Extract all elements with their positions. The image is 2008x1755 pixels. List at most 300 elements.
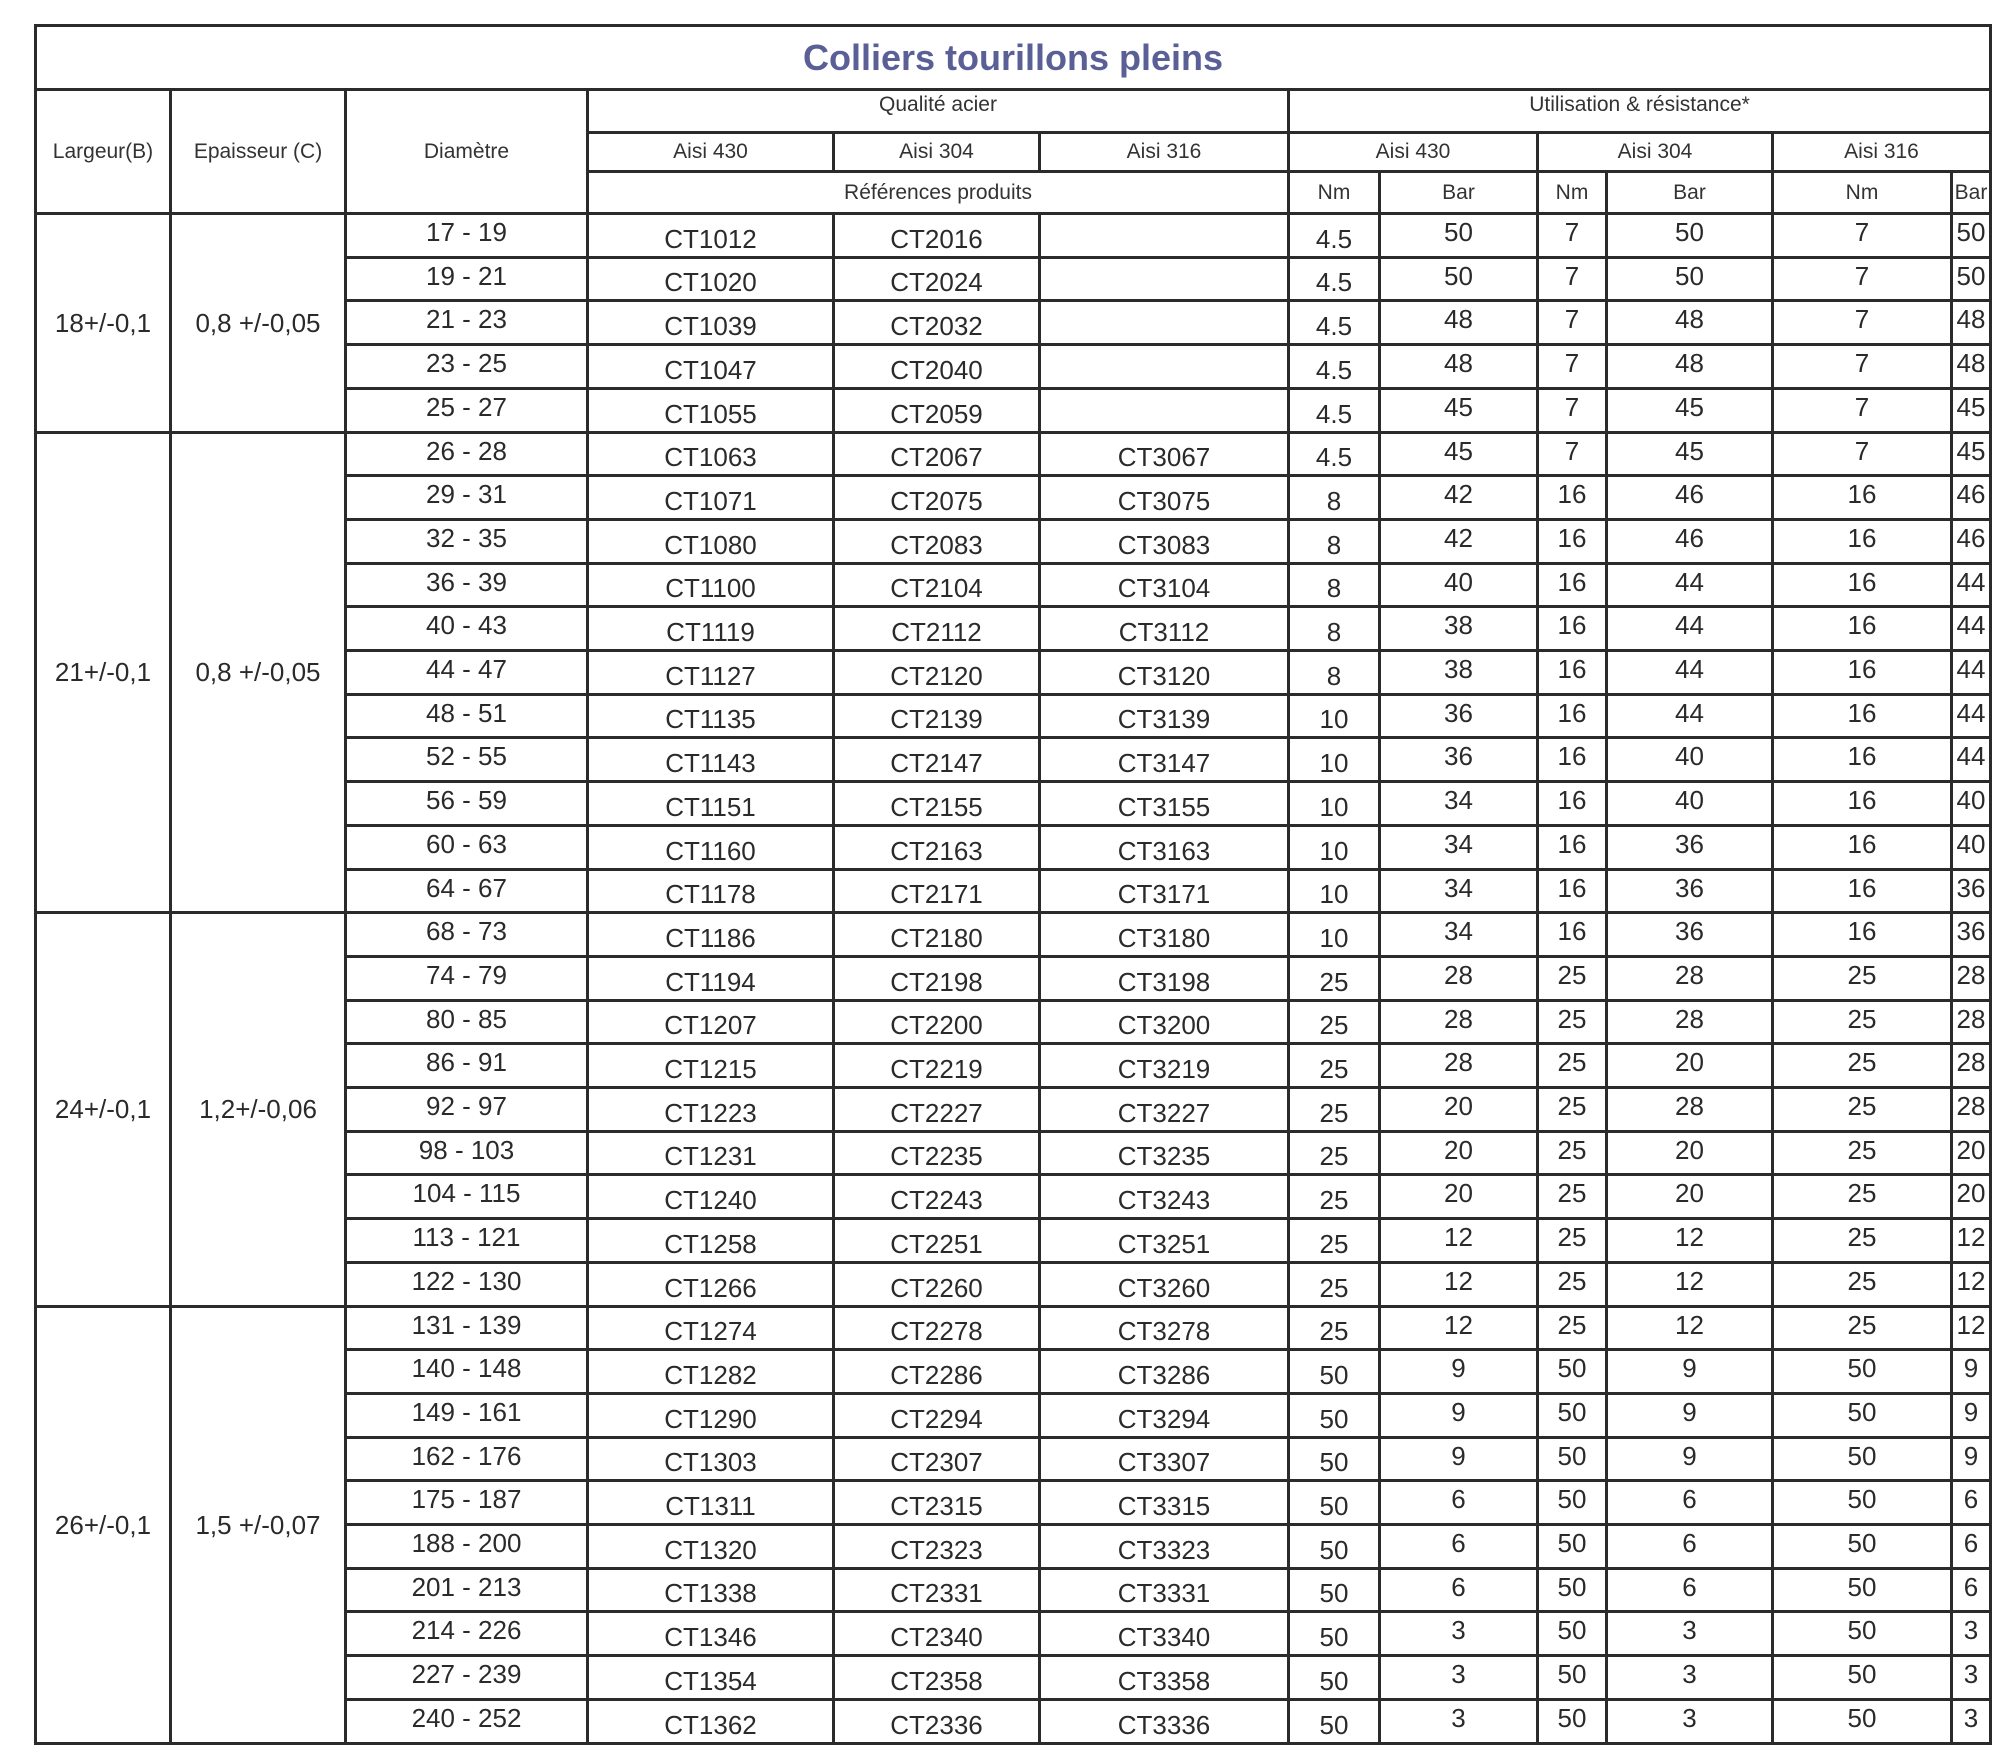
nm-316-cell: 25 [1771, 1261, 1953, 1308]
bar-430-cell: 3 [1378, 1654, 1539, 1701]
ref-aisi-430-cell: CT1266 [586, 1261, 835, 1308]
ref-aisi-430-cell: CT1100 [586, 562, 835, 608]
bar-304-cell: 28 [1605, 955, 1774, 1002]
ref-aisi-316-cell: CT3198 [1038, 955, 1290, 1002]
header-grade-aisi-304: Aisi 304 [832, 131, 1041, 173]
ref-aisi-304-cell: CT2331 [832, 1567, 1041, 1613]
nm-430-cell: 4.5 [1287, 212, 1381, 259]
ref-aisi-430-cell: CT1346 [586, 1610, 835, 1657]
ref-aisi-316-cell: CT3243 [1038, 1173, 1290, 1220]
nm-316-cell: 16 [1771, 736, 1953, 783]
nm-430-cell: 25 [1287, 1217, 1381, 1264]
nm-304-cell: 25 [1536, 999, 1608, 1045]
ref-aisi-316-cell [1038, 343, 1290, 390]
diametre-cell: 98 - 103 [344, 1130, 589, 1176]
diametre-cell: 56 - 59 [344, 780, 589, 827]
group-epaisseur: 1,5 +/-0,07 [169, 1305, 347, 1745]
ref-aisi-430-cell: CT1127 [586, 649, 835, 696]
bar-304-cell: 3 [1605, 1698, 1774, 1745]
bar-304-cell: 48 [1605, 299, 1774, 346]
ref-aisi-304-cell: CT2147 [832, 736, 1041, 783]
nm-304-cell: 25 [1536, 1305, 1608, 1351]
ref-aisi-430-cell: CT1039 [586, 299, 835, 346]
nm-316-cell: 50 [1771, 1523, 1953, 1570]
ref-aisi-316-cell: CT3139 [1038, 693, 1290, 739]
header-grade-aisi-316: Aisi 316 [1038, 131, 1290, 173]
bar-316-cell: 28 [1950, 955, 1992, 1002]
bar-316-cell: 12 [1950, 1305, 1992, 1351]
bar-316-cell: 46 [1950, 518, 1992, 565]
ref-aisi-316-cell [1038, 299, 1290, 346]
nm-430-cell: 4.5 [1287, 299, 1381, 346]
nm-316-cell: 50 [1771, 1567, 1953, 1613]
diametre-cell: 131 - 139 [344, 1305, 589, 1351]
ref-aisi-316-cell: CT3200 [1038, 999, 1290, 1045]
bar-304-cell: 28 [1605, 999, 1774, 1045]
nm-430-cell: 4.5 [1287, 387, 1381, 434]
ref-aisi-304-cell: CT2139 [832, 693, 1041, 739]
ref-aisi-304-cell: CT2016 [832, 212, 1041, 259]
nm-304-cell: 16 [1536, 518, 1608, 565]
ref-aisi-430-cell: CT1290 [586, 1392, 835, 1439]
nm-304-cell: 25 [1536, 1086, 1608, 1133]
bar-316-cell: 44 [1950, 693, 1992, 739]
diametre-cell: 214 - 226 [344, 1610, 589, 1657]
ref-aisi-316-cell: CT3163 [1038, 824, 1290, 871]
nm-304-cell: 16 [1536, 824, 1608, 871]
diametre-cell: 149 - 161 [344, 1392, 589, 1439]
diametre-cell: 19 - 21 [344, 256, 589, 302]
ref-aisi-304-cell: CT2278 [832, 1305, 1041, 1351]
ref-aisi-304-cell: CT2032 [832, 299, 1041, 346]
nm-430-cell: 8 [1287, 562, 1381, 608]
nm-316-cell: 16 [1771, 649, 1953, 696]
ref-aisi-316-cell: CT3147 [1038, 736, 1290, 783]
bar-316-cell: 3 [1950, 1610, 1992, 1657]
diametre-cell: 36 - 39 [344, 562, 589, 608]
nm-316-cell: 50 [1771, 1479, 1953, 1526]
header-bar-430: Bar [1378, 170, 1539, 215]
nm-304-cell: 7 [1536, 212, 1608, 259]
header-util-aisi-316: Aisi 316 [1771, 131, 1992, 173]
ref-aisi-304-cell: CT2358 [832, 1654, 1041, 1701]
bar-304-cell: 6 [1605, 1479, 1774, 1526]
bar-316-cell: 44 [1950, 649, 1992, 696]
ref-aisi-304-cell: CT2286 [832, 1348, 1041, 1395]
bar-316-cell: 6 [1950, 1479, 1992, 1526]
header-largeur: Largeur(B) [34, 88, 172, 215]
nm-316-cell: 25 [1771, 1086, 1953, 1133]
nm-430-cell: 4.5 [1287, 343, 1381, 390]
nm-430-cell: 4.5 [1287, 256, 1381, 302]
diametre-cell: 32 - 35 [344, 518, 589, 565]
diametre-cell: 17 - 19 [344, 212, 589, 259]
nm-316-cell: 25 [1771, 1042, 1953, 1089]
bar-304-cell: 44 [1605, 649, 1774, 696]
nm-430-cell: 50 [1287, 1479, 1381, 1526]
bar-304-cell: 36 [1605, 911, 1774, 958]
ref-aisi-304-cell: CT2075 [832, 474, 1041, 521]
nm-304-cell: 16 [1536, 474, 1608, 521]
bar-304-cell: 12 [1605, 1217, 1774, 1264]
bar-316-cell: 9 [1950, 1436, 1992, 1482]
nm-430-cell: 50 [1287, 1567, 1381, 1613]
bar-304-cell: 9 [1605, 1436, 1774, 1482]
bar-430-cell: 9 [1378, 1436, 1539, 1482]
nm-430-cell: 25 [1287, 955, 1381, 1002]
bar-430-cell: 34 [1378, 911, 1539, 958]
ref-aisi-430-cell: CT1223 [586, 1086, 835, 1133]
nm-430-cell: 25 [1287, 1130, 1381, 1176]
nm-430-cell: 25 [1287, 1261, 1381, 1308]
ref-aisi-316-cell: CT3307 [1038, 1436, 1290, 1482]
diametre-cell: 60 - 63 [344, 824, 589, 871]
nm-430-cell: 50 [1287, 1698, 1381, 1745]
bar-316-cell: 36 [1950, 911, 1992, 958]
bar-430-cell: 6 [1378, 1523, 1539, 1570]
nm-316-cell: 16 [1771, 693, 1953, 739]
bar-316-cell: 46 [1950, 474, 1992, 521]
nm-316-cell: 16 [1771, 474, 1953, 521]
nm-304-cell: 25 [1536, 1173, 1608, 1220]
nm-304-cell: 7 [1536, 256, 1608, 302]
ref-aisi-316-cell: CT3358 [1038, 1654, 1290, 1701]
bar-430-cell: 36 [1378, 693, 1539, 739]
ref-aisi-304-cell: CT2315 [832, 1479, 1041, 1526]
diametre-cell: 227 - 239 [344, 1654, 589, 1701]
bar-430-cell: 45 [1378, 431, 1539, 477]
ref-aisi-304-cell: CT2340 [832, 1610, 1041, 1657]
bar-430-cell: 34 [1378, 868, 1539, 914]
nm-304-cell: 50 [1536, 1523, 1608, 1570]
nm-430-cell: 50 [1287, 1348, 1381, 1395]
bar-430-cell: 28 [1378, 955, 1539, 1002]
bar-430-cell: 6 [1378, 1479, 1539, 1526]
nm-304-cell: 16 [1536, 868, 1608, 914]
diametre-cell: 80 - 85 [344, 999, 589, 1045]
ref-aisi-430-cell: CT1063 [586, 431, 835, 477]
ref-aisi-430-cell: CT1274 [586, 1305, 835, 1351]
ref-aisi-430-cell: CT1119 [586, 605, 835, 652]
nm-316-cell: 50 [1771, 1348, 1953, 1395]
nm-316-cell: 7 [1771, 212, 1953, 259]
diametre-cell: 162 - 176 [344, 1436, 589, 1482]
ref-aisi-316-cell [1038, 256, 1290, 302]
ref-aisi-430-cell: CT1135 [586, 693, 835, 739]
ref-aisi-430-cell: CT1258 [586, 1217, 835, 1264]
ref-aisi-430-cell: CT1020 [586, 256, 835, 302]
bar-430-cell: 40 [1378, 562, 1539, 608]
bar-430-cell: 9 [1378, 1348, 1539, 1395]
ref-aisi-430-cell: CT1143 [586, 736, 835, 783]
group-largeur: 24+/-0,1 [34, 911, 172, 1308]
bar-304-cell: 20 [1605, 1130, 1774, 1176]
nm-430-cell: 8 [1287, 605, 1381, 652]
nm-430-cell: 25 [1287, 1305, 1381, 1351]
nm-430-cell: 25 [1287, 999, 1381, 1045]
nm-430-cell: 8 [1287, 518, 1381, 565]
ref-aisi-304-cell: CT2219 [832, 1042, 1041, 1089]
diametre-cell: 140 - 148 [344, 1348, 589, 1395]
nm-430-cell: 10 [1287, 824, 1381, 871]
header-epaisseur: Epaisseur (C) [169, 88, 347, 215]
diametre-cell: 122 - 130 [344, 1261, 589, 1308]
bar-316-cell: 9 [1950, 1348, 1992, 1395]
nm-316-cell: 25 [1771, 1173, 1953, 1220]
nm-430-cell: 10 [1287, 736, 1381, 783]
ref-aisi-316-cell: CT3104 [1038, 562, 1290, 608]
bar-304-cell: 40 [1605, 780, 1774, 827]
ref-aisi-316-cell [1038, 212, 1290, 259]
nm-316-cell: 25 [1771, 955, 1953, 1002]
bar-430-cell: 20 [1378, 1086, 1539, 1133]
diametre-cell: 240 - 252 [344, 1698, 589, 1745]
ref-aisi-316-cell: CT3171 [1038, 868, 1290, 914]
bar-430-cell: 3 [1378, 1698, 1539, 1745]
bar-316-cell: 6 [1950, 1523, 1992, 1570]
diametre-cell: 40 - 43 [344, 605, 589, 652]
bar-304-cell: 36 [1605, 868, 1774, 914]
ref-aisi-304-cell: CT2243 [832, 1173, 1041, 1220]
nm-316-cell: 7 [1771, 387, 1953, 434]
header-bar-316: Bar [1950, 170, 1992, 215]
ref-aisi-316-cell: CT3286 [1038, 1348, 1290, 1395]
bar-304-cell: 12 [1605, 1305, 1774, 1351]
nm-304-cell: 50 [1536, 1698, 1608, 1745]
bar-430-cell: 20 [1378, 1130, 1539, 1176]
bar-304-cell: 50 [1605, 256, 1774, 302]
diametre-cell: 23 - 25 [344, 343, 589, 390]
group-largeur: 26+/-0,1 [34, 1305, 172, 1745]
nm-304-cell: 7 [1536, 387, 1608, 434]
ref-aisi-430-cell: CT1215 [586, 1042, 835, 1089]
bar-316-cell: 28 [1950, 1086, 1992, 1133]
diametre-cell: 48 - 51 [344, 693, 589, 739]
ref-aisi-304-cell: CT2294 [832, 1392, 1041, 1439]
table-title: Colliers tourillons pleins [34, 24, 1992, 91]
ref-aisi-304-cell: CT2336 [832, 1698, 1041, 1745]
ref-aisi-304-cell: CT2163 [832, 824, 1041, 871]
ref-aisi-304-cell: CT2024 [832, 256, 1041, 302]
bar-430-cell: 34 [1378, 824, 1539, 871]
nm-430-cell: 50 [1287, 1436, 1381, 1482]
diametre-cell: 26 - 28 [344, 431, 589, 477]
nm-304-cell: 16 [1536, 693, 1608, 739]
diametre-cell: 113 - 121 [344, 1217, 589, 1264]
nm-316-cell: 50 [1771, 1654, 1953, 1701]
bar-304-cell: 6 [1605, 1567, 1774, 1613]
nm-304-cell: 16 [1536, 605, 1608, 652]
bar-304-cell: 46 [1605, 474, 1774, 521]
bar-316-cell: 20 [1950, 1173, 1992, 1220]
ref-aisi-316-cell: CT3112 [1038, 605, 1290, 652]
header-nm-304: Nm [1536, 170, 1608, 215]
bar-304-cell: 3 [1605, 1654, 1774, 1701]
nm-304-cell: 50 [1536, 1436, 1608, 1482]
ref-aisi-316-cell: CT3075 [1038, 474, 1290, 521]
nm-304-cell: 16 [1536, 780, 1608, 827]
ref-aisi-304-cell: CT2171 [832, 868, 1041, 914]
nm-316-cell: 50 [1771, 1436, 1953, 1482]
bar-304-cell: 44 [1605, 693, 1774, 739]
diametre-cell: 104 - 115 [344, 1173, 589, 1220]
ref-aisi-304-cell: CT2059 [832, 387, 1041, 434]
ref-aisi-316-cell: CT3180 [1038, 911, 1290, 958]
ref-aisi-430-cell: CT1362 [586, 1698, 835, 1745]
bar-304-cell: 9 [1605, 1348, 1774, 1395]
nm-316-cell: 16 [1771, 780, 1953, 827]
bar-430-cell: 20 [1378, 1173, 1539, 1220]
bar-316-cell: 20 [1950, 1130, 1992, 1176]
nm-316-cell: 16 [1771, 605, 1953, 652]
bar-304-cell: 44 [1605, 605, 1774, 652]
bar-304-cell: 3 [1605, 1610, 1774, 1657]
group-largeur: 18+/-0,1 [34, 212, 172, 434]
nm-304-cell: 50 [1536, 1348, 1608, 1395]
nm-316-cell: 25 [1771, 999, 1953, 1045]
nm-304-cell: 50 [1536, 1610, 1608, 1657]
bar-316-cell: 3 [1950, 1698, 1992, 1745]
ref-aisi-430-cell: CT1207 [586, 999, 835, 1045]
nm-316-cell: 7 [1771, 299, 1953, 346]
header-util-aisi-304: Aisi 304 [1536, 131, 1774, 173]
bar-430-cell: 12 [1378, 1217, 1539, 1264]
nm-316-cell: 16 [1771, 868, 1953, 914]
bar-316-cell: 44 [1950, 605, 1992, 652]
bar-430-cell: 12 [1378, 1305, 1539, 1351]
nm-430-cell: 25 [1287, 1173, 1381, 1220]
group-epaisseur: 0,8 +/-0,05 [169, 212, 347, 434]
ref-aisi-304-cell: CT2180 [832, 911, 1041, 958]
bar-430-cell: 48 [1378, 299, 1539, 346]
ref-aisi-304-cell: CT2067 [832, 431, 1041, 477]
nm-316-cell: 16 [1771, 824, 1953, 871]
diametre-cell: 21 - 23 [344, 299, 589, 346]
nm-304-cell: 16 [1536, 736, 1608, 783]
bar-316-cell: 28 [1950, 1042, 1992, 1089]
nm-304-cell: 50 [1536, 1392, 1608, 1439]
ref-aisi-430-cell: CT1151 [586, 780, 835, 827]
bar-304-cell: 9 [1605, 1392, 1774, 1439]
nm-316-cell: 50 [1771, 1610, 1953, 1657]
diametre-cell: 201 - 213 [344, 1567, 589, 1613]
bar-316-cell: 48 [1950, 299, 1992, 346]
bar-304-cell: 50 [1605, 212, 1774, 259]
ref-aisi-430-cell: CT1240 [586, 1173, 835, 1220]
ref-aisi-316-cell: CT3235 [1038, 1130, 1290, 1176]
bar-316-cell: 45 [1950, 387, 1992, 434]
bar-316-cell: 12 [1950, 1217, 1992, 1264]
nm-316-cell: 50 [1771, 1392, 1953, 1439]
ref-aisi-316-cell: CT3336 [1038, 1698, 1290, 1745]
ref-aisi-304-cell: CT2227 [832, 1086, 1041, 1133]
diametre-cell: 29 - 31 [344, 474, 589, 521]
ref-aisi-304-cell: CT2083 [832, 518, 1041, 565]
diametre-cell: 68 - 73 [344, 911, 589, 958]
ref-aisi-430-cell: CT1071 [586, 474, 835, 521]
bar-316-cell: 44 [1950, 736, 1992, 783]
nm-304-cell: 25 [1536, 1217, 1608, 1264]
ref-aisi-316-cell: CT3219 [1038, 1042, 1290, 1089]
bar-316-cell: 9 [1950, 1392, 1992, 1439]
ref-aisi-430-cell: CT1080 [586, 518, 835, 565]
bar-304-cell: 40 [1605, 736, 1774, 783]
bar-430-cell: 28 [1378, 1042, 1539, 1089]
nm-304-cell: 25 [1536, 1261, 1608, 1308]
bar-430-cell: 3 [1378, 1610, 1539, 1657]
diametre-cell: 52 - 55 [344, 736, 589, 783]
ref-aisi-430-cell: CT1231 [586, 1130, 835, 1176]
bar-316-cell: 28 [1950, 999, 1992, 1045]
bar-430-cell: 12 [1378, 1261, 1539, 1308]
diametre-cell: 175 - 187 [344, 1479, 589, 1526]
nm-316-cell: 50 [1771, 1698, 1953, 1745]
diametre-cell: 92 - 97 [344, 1086, 589, 1133]
nm-430-cell: 25 [1287, 1086, 1381, 1133]
nm-430-cell: 8 [1287, 649, 1381, 696]
bar-304-cell: 12 [1605, 1261, 1774, 1308]
ref-aisi-304-cell: CT2307 [832, 1436, 1041, 1482]
nm-430-cell: 10 [1287, 780, 1381, 827]
nm-304-cell: 16 [1536, 649, 1608, 696]
ref-aisi-316-cell: CT3340 [1038, 1610, 1290, 1657]
bar-316-cell: 50 [1950, 256, 1992, 302]
nm-304-cell: 7 [1536, 299, 1608, 346]
header-utilisation-resistance: Utilisation & résistance* [1287, 88, 1992, 134]
nm-430-cell: 4.5 [1287, 431, 1381, 477]
header-nm-430: Nm [1287, 170, 1381, 215]
nm-304-cell: 7 [1536, 431, 1608, 477]
header-bar-304: Bar [1605, 170, 1774, 215]
bar-304-cell: 20 [1605, 1173, 1774, 1220]
ref-aisi-430-cell: CT1303 [586, 1436, 835, 1482]
ref-aisi-304-cell: CT2104 [832, 562, 1041, 608]
bar-304-cell: 28 [1605, 1086, 1774, 1133]
nm-304-cell: 50 [1536, 1479, 1608, 1526]
ref-aisi-304-cell: CT2112 [832, 605, 1041, 652]
bar-316-cell: 40 [1950, 824, 1992, 871]
ref-aisi-430-cell: CT1160 [586, 824, 835, 871]
nm-316-cell: 25 [1771, 1217, 1953, 1264]
ref-aisi-304-cell: CT2235 [832, 1130, 1041, 1176]
ref-aisi-430-cell: CT1338 [586, 1567, 835, 1613]
diametre-cell: 64 - 67 [344, 868, 589, 914]
ref-aisi-316-cell: CT3315 [1038, 1479, 1290, 1526]
nm-304-cell: 7 [1536, 343, 1608, 390]
ref-aisi-316-cell: CT3155 [1038, 780, 1290, 827]
bar-316-cell: 44 [1950, 562, 1992, 608]
bar-430-cell: 42 [1378, 518, 1539, 565]
group-largeur: 21+/-0,1 [34, 431, 172, 914]
bar-316-cell: 48 [1950, 343, 1992, 390]
nm-430-cell: 8 [1287, 474, 1381, 521]
bar-430-cell: 42 [1378, 474, 1539, 521]
ref-aisi-304-cell: CT2198 [832, 955, 1041, 1002]
ref-aisi-304-cell: CT2260 [832, 1261, 1041, 1308]
bar-430-cell: 45 [1378, 387, 1539, 434]
bar-316-cell: 12 [1950, 1261, 1992, 1308]
nm-316-cell: 16 [1771, 911, 1953, 958]
ref-aisi-430-cell: CT1047 [586, 343, 835, 390]
diametre-cell: 188 - 200 [344, 1523, 589, 1570]
nm-304-cell: 25 [1536, 1130, 1608, 1176]
nm-430-cell: 10 [1287, 911, 1381, 958]
nm-430-cell: 10 [1287, 868, 1381, 914]
bar-430-cell: 6 [1378, 1567, 1539, 1613]
header-nm-316: Nm [1771, 170, 1953, 215]
nm-316-cell: 25 [1771, 1130, 1953, 1176]
nm-304-cell: 16 [1536, 911, 1608, 958]
